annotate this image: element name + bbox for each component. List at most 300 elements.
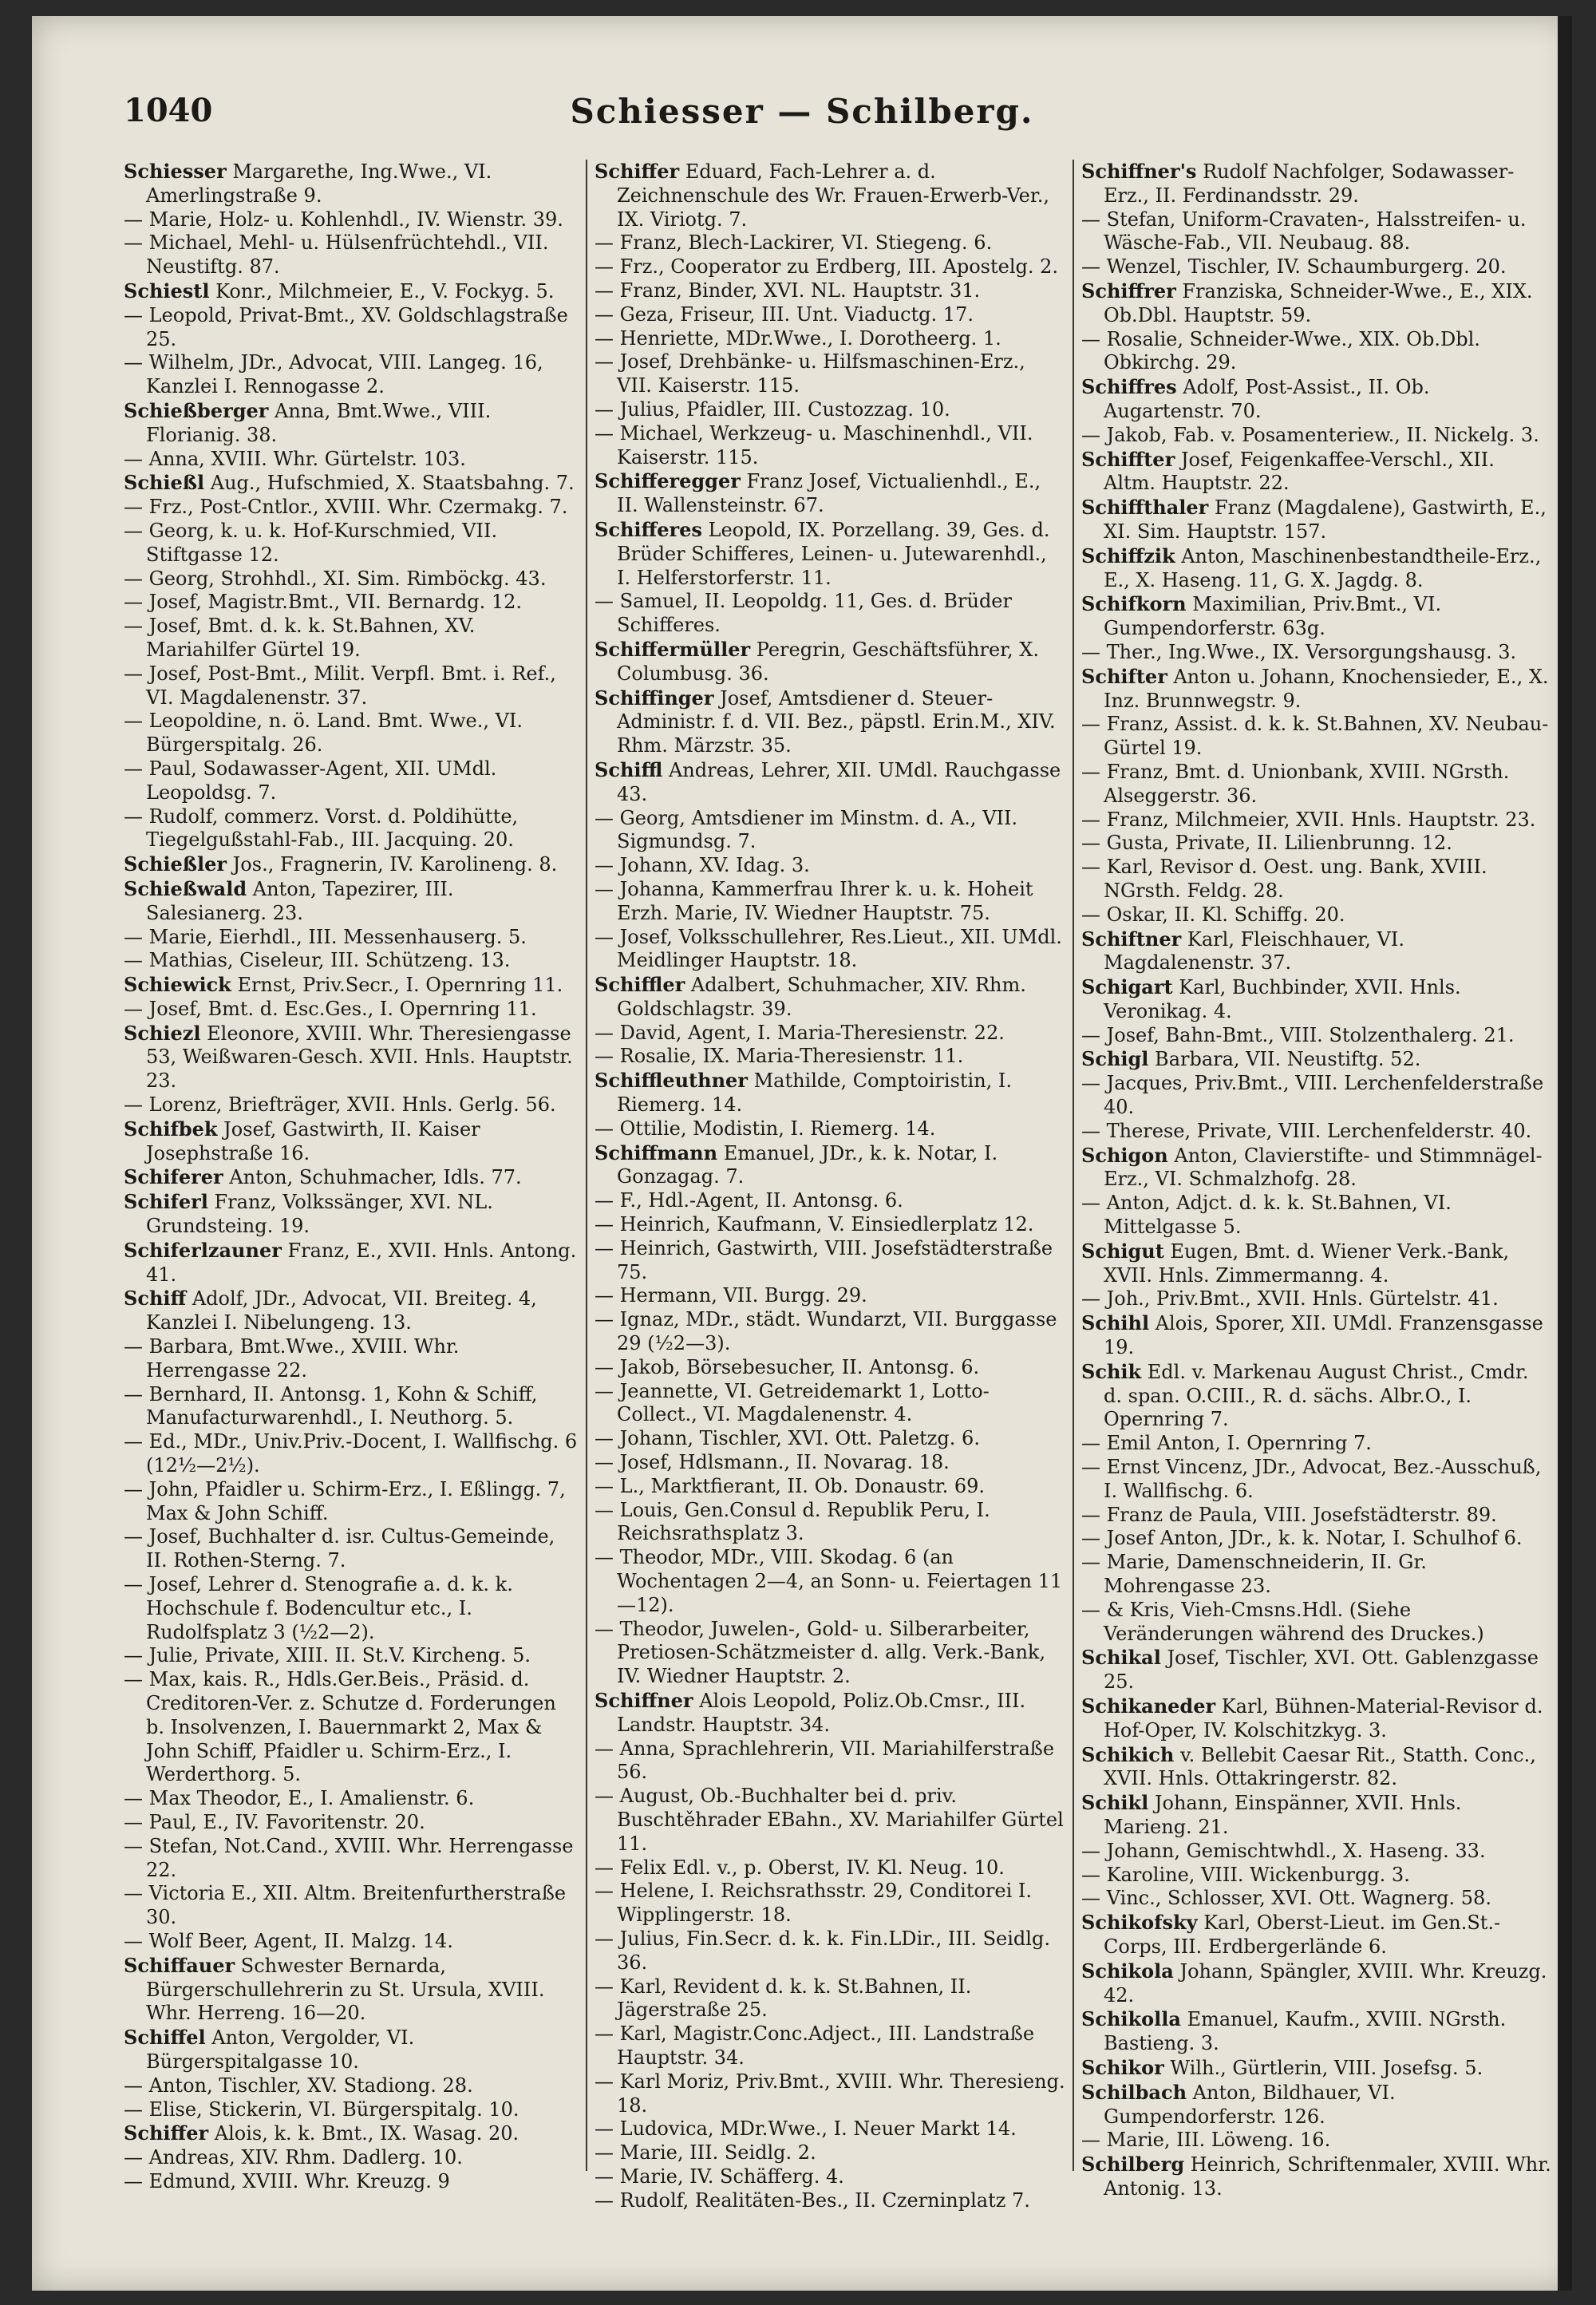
entry-surname: Schießl — [124, 471, 205, 495]
entry-text: — Anton, Adjct. d. k. k. St.Bahnen, VI. Mittelgasse 5. — [1081, 1192, 1452, 1239]
directory-entry — [1081, 1072, 1552, 1120]
directory-entry — [124, 208, 579, 232]
directory-entry — [595, 327, 1065, 351]
directory-entry — [595, 1117, 1065, 1141]
entry-surname: Schigon — [1081, 1143, 1168, 1167]
directory-entry — [595, 1475, 1065, 1499]
directory-entry — [595, 422, 1065, 470]
entry-surname: Schihl — [1081, 1311, 1150, 1335]
entry-text: — Frz., Cooperator zu Erdberg, III. Apostelg. 2. — [595, 255, 1059, 279]
directory-entry — [1081, 1551, 1552, 1599]
entry-text: Barbara, VII. Neustiftg. 52. — [1148, 1048, 1421, 1071]
directory-entry — [124, 471, 579, 496]
entry-surname: Schifferes — [595, 517, 702, 541]
directory-entry — [124, 2074, 579, 2098]
entry-text: — L., Marktfierant, II. Ob. Donaustr. 69. — [595, 1474, 985, 1497]
entry-text: — Josef, Lehrer d. Stenografie a. d. k. k. Hochschule f. Bodencultur etc., I. Rudolfsplatz 3 (½2—2). — [124, 1573, 513, 1643]
entry-text: Anton u. Johann, Knochensieder, E., X. Inz. Brunnwegstr. 9. — [1104, 665, 1549, 712]
directory-entry — [595, 1785, 1065, 1856]
directory-entry — [595, 2022, 1065, 2070]
column-2 — [595, 160, 1065, 2235]
entry-surname: Schigut — [1081, 1239, 1164, 1263]
entry-text: v. Bellebit Caesar Rit., Statth. Conc., XVII. Hnls. Ottakringerstr. 82. — [1104, 1743, 1536, 1790]
directory-entry — [124, 351, 579, 399]
entry-text: Adolf, Post-Assist., II. Ob. Augartenstr. 70. — [1104, 376, 1430, 422]
directory-entry — [595, 350, 1065, 398]
entry-text: — Heinrich, Gastwirth, VIII. Josefstädterstraße 75. — [595, 1236, 1053, 1283]
entry-text: Anton, Tapezirer, III. Salesianerg. 23. — [146, 877, 454, 924]
entry-text: Franz, E., XVII. Hnls. Antong. 41. — [146, 1239, 577, 1286]
directory-entry — [1081, 1959, 1552, 2008]
directory-entry — [1081, 1791, 1552, 1840]
directory-entry — [124, 2170, 579, 2194]
directory-entry — [595, 807, 1065, 855]
entry-text: Franziska, Schneider-Wwe., E., XIX. Ob.Dbl. Hauptstr. 59. — [1104, 279, 1533, 326]
entry-text: — Josef, Magistr.Bmt., VII. Bernardg. 12. — [124, 591, 523, 614]
directory-entry — [595, 1927, 1065, 1975]
entry-surname: Schifkorn — [1081, 592, 1187, 616]
entry-text: — Anna, Sprachlehrerin, VII. Mariahilferstraße 56. — [595, 1737, 1055, 1784]
directory-entry — [124, 1811, 579, 1835]
directory-entry — [1081, 496, 1552, 544]
entry-text: — Michael, Mehl- u. Hülsenfrüchtehdl., VII. Neustiftg. 87. — [124, 231, 549, 279]
entry-text: — Johann, XV. Idag. 3. — [595, 854, 810, 877]
entry-text: — Josef, Buchhalter d. isr. Cultus-Gemeinde, II. Rothen-Sterng. 7. — [124, 1525, 555, 1572]
entry-text: — Frz., Post-Cntlor., XVIII. Whr. Czermakg. 7. — [124, 496, 568, 519]
entry-text: — Wolf Beer, Agent, II. Malzg. 14. — [124, 1929, 453, 1952]
entry-text: — Helene, I. Reichsrathsstr. 29, Conditorei I. Wipplingerstr. 18. — [595, 1880, 1033, 1927]
entry-text: — Paul, E., IV. Favoritenstr. 20. — [124, 1810, 425, 1833]
directory-entry — [124, 926, 579, 950]
directory-entry — [595, 1308, 1065, 1356]
entry-surname: Schikolla — [1081, 2007, 1181, 2031]
entry-text: Wilh., Gürtlerin, VIII. Josefsg. 5. — [1163, 2056, 1483, 2079]
entry-text: Adalbert, Schuhmacher, XIV. Rhm. Goldschlagstr. 39. — [617, 974, 1026, 1020]
directory-entry — [124, 1190, 579, 1239]
directory-entry — [1081, 1887, 1552, 1911]
directory-entry — [595, 1856, 1065, 1880]
directory-entry — [124, 231, 579, 279]
directory-entry — [595, 1213, 1065, 1237]
directory-entry — [1081, 160, 1552, 208]
entry-text: — Franz, Bmt. d. Unionbank, XVIII. NGrsth. Alseggerstr. 36. — [1081, 760, 1510, 807]
entry-text: — Rosalie, IX. Maria-Theresienstr. 11. — [595, 1045, 964, 1068]
directory-entry — [1081, 208, 1552, 256]
entry-text: Peregrin, Geschäftsführer, X. Columbusg. 36. — [617, 638, 1039, 685]
entry-text: — Heinrich, Kaufmann, V. Einsiedlerplatz 12. — [595, 1213, 1034, 1236]
entry-text: Andreas, Lehrer, XII. UMdl. Rauchgasse 43. — [617, 758, 1061, 805]
page-edge — [1558, 16, 1572, 2291]
directory-entry — [124, 805, 579, 853]
entry-text: Karl, Fleischhauer, VI. Magdalenenstr. 37. — [1104, 927, 1404, 975]
directory-entry — [124, 877, 579, 926]
entry-surname: Schiffter — [1081, 447, 1175, 471]
entry-text: — Leopoldine, n. ö. Land. Bmt. Wwe., VI. Bürgerspitalg. 26. — [124, 710, 523, 757]
entry-text: Jos., Fragnerin, IV. Karolineng. 8. — [227, 853, 558, 876]
entry-text: — Anna, XVIII. Whr. Gürtelstr. 103. — [124, 447, 466, 470]
entry-text: — Josef, Bahn-Bmt., VIII. Stolzenthalerg. 21. — [1081, 1023, 1515, 1046]
directory-entry — [1081, 761, 1552, 809]
entry-text: Eugen, Bmt. d. Wiener Verk.-Bank, XVII. Hnls. Zimmermanng. 4. — [1104, 1239, 1510, 1287]
directory-entry — [1081, 1694, 1552, 1743]
entry-text: — Georg, Strohhdl., XI. Sim. Rimböckg. 43. — [124, 567, 547, 590]
directory-entry — [1081, 1599, 1552, 1647]
entry-text: — Stefan, Uniform-Cravaten-, Halsstreifen- u. Wäsche-Fab., VII. Neubaug. 88. — [1081, 208, 1527, 255]
directory-entry — [595, 1689, 1065, 1738]
entry-text: — Johann, Tischler, XVI. Ott. Paletzg. 6. — [595, 1427, 980, 1450]
directory-entry — [1081, 424, 1552, 448]
entry-surname: Schiferl — [124, 1190, 208, 1214]
directory-entry — [1081, 1360, 1552, 1432]
entry-text: — Emil Anton, I. Opernring 7. — [1081, 1432, 1372, 1455]
entry-text: — Marie, Damenschneiderin, II. Gr. Mohrengasse 23. — [1081, 1551, 1427, 1598]
entry-text: — Andreas, XIV. Rhm. Dadlerg. 10. — [124, 2146, 463, 2169]
directory-entry — [1081, 1840, 1552, 1864]
directory-entry — [1081, 448, 1552, 496]
entry-surname: Schiffauer — [124, 1953, 235, 1977]
directory-entry — [124, 1787, 579, 1811]
entry-text: — Leopold, Privat-Bmt., XV. Goldschlagstraße 25. — [124, 303, 568, 350]
directory-entry — [595, 1237, 1065, 1285]
entry-text: — Josef, Bmt. d. Esc.Ges., I. Opernring 11. — [124, 997, 537, 1020]
directory-entry — [595, 1499, 1065, 1547]
directory-entry — [1081, 927, 1552, 976]
entry-text: Rudolf Nachfolger, Sodawasser-Erz., II. Ferdinandsstr. 29. — [1104, 160, 1515, 207]
entry-text: — Marie, IV. Schäfferg. 4. — [595, 2165, 844, 2188]
entry-text: — Barbara, Bmt.Wwe., XVIII. Whr. Herrengasse 22. — [124, 1335, 460, 1382]
directory-entry — [1081, 1911, 1552, 1959]
directory-entry — [1081, 832, 1552, 856]
directory-entry — [1081, 1527, 1552, 1551]
entry-text: — Marie, III. Seidlg. 2. — [595, 2141, 816, 2165]
column-3 — [1081, 160, 1552, 2235]
entry-surname: Schiffer — [595, 160, 680, 183]
directory-entry — [1081, 2153, 1552, 2201]
directory-entry — [1081, 2056, 1552, 2081]
entry-text: Leopold, IX. Porzellang. 39, Ges. d. Brüder Schifferes, Leinen- u. Jutewarenhdl., I. Helferstorferstr. 11. — [617, 518, 1050, 589]
directory-entry — [595, 1546, 1065, 1617]
entry-text: — Geza, Friseur, III. Unt. Viaductg. 17. — [595, 302, 974, 326]
entry-text: — August, Ob.-Buchhalter bei d. priv. Buschtěhrader EBahn., XV. Mariahilfer Gürtel 11. — [595, 1785, 1064, 1855]
entry-text: — Karl Moriz, Priv.Bmt., XVIII. Whr. Theresieng. 18. — [595, 2070, 1065, 2117]
directory-entry — [595, 279, 1065, 303]
directory-entry — [1081, 1646, 1552, 1694]
directory-entry — [124, 1573, 579, 1644]
directory-entry — [595, 1356, 1065, 1380]
directory-entry — [1081, 809, 1552, 832]
entry-text: Anton, Bildhauer, VI. Gumpendorferstr. 126. — [1104, 2081, 1396, 2128]
directory-entry — [124, 304, 579, 352]
entry-text: — Jakob, Fab. v. Posamenteriew., II. Nickelg. 3. — [1081, 423, 1539, 446]
directory-entry — [124, 1335, 579, 1383]
directory-entry — [1081, 2081, 1552, 2129]
entry-text: — David, Agent, I. Maria-Theresienstr. 22. — [595, 1021, 1005, 1044]
entry-surname: Schilbach — [1081, 2080, 1187, 2104]
entry-text: Konr., Milchmeier, E., V. Fockyg. 5. — [209, 279, 555, 302]
entry-text: — Johann, Gemischtwhdl., X. Haseng. 33. — [1081, 1839, 1486, 1862]
directory-entry — [124, 591, 579, 615]
entry-text: — Jakob, Börsebesucher, II. Antonsg. 6. — [595, 1355, 980, 1378]
directory-entry — [595, 2189, 1065, 2213]
entry-text: — Julie, Private, XIII. II. St.V. Kircheng. 5. — [124, 1644, 531, 1667]
column-divider — [1073, 160, 1074, 2171]
entry-text: — Michael, Werkzeug- u. Maschinenhdl., VII. Kaiserstr. 115. — [595, 421, 1033, 469]
directory-page — [32, 16, 1572, 2291]
directory-entry — [124, 757, 579, 805]
entry-text: — Stefan, Not.Cand., XVIII. Whr. Herrengasse 22. — [124, 1834, 574, 1881]
directory-entry — [1081, 1311, 1552, 1360]
entry-surname: Schiffleuthner — [595, 1069, 748, 1093]
entry-text: — Max, kais. R., Hdls.Ger.Beis., Präsid. d. Creditoren-Ver. z. Schutze d. Forderungen b. Insolvenzen, I. Bauernmarkt 2, Max & John Schiff, Pfaidler u. Schirm-Erz., I. Werderthorg. 5. — [124, 1668, 556, 1786]
directory-entry — [595, 518, 1065, 590]
directory-entry — [595, 758, 1065, 807]
entry-surname: Schiffl — [595, 757, 663, 781]
directory-entry — [595, 1380, 1065, 1428]
entry-text: — Theodor, MDr., VIII. Skodag. 6 (an Wochentagen 2—4, an Sonn- u. Feiertagen 11—12). — [595, 1546, 1063, 1616]
entry-text: — Paul, Sodawasser-Agent, XII. UMdl. Leopoldsg. 7. — [124, 757, 497, 804]
directory-entry — [124, 1093, 579, 1117]
directory-entry — [1081, 2129, 1552, 2153]
entry-text: Anton, Vergolder, VI. Bürgerspitalgasse 10. — [146, 2026, 415, 2073]
entry-text: — Georg, k. u. k. Hof-Kurschmied, VII. Stiftgasse 12. — [124, 519, 498, 566]
directory-entry — [1081, 641, 1552, 665]
directory-entry — [124, 1668, 579, 1787]
entry-text: — Karl, Magistr.Conc.Adject., III. Landstraße Hauptstr. 34. — [595, 2022, 1035, 2069]
entry-text: — Karoline, VIII. Wickenburgg. 3. — [1081, 1863, 1410, 1886]
entry-surname: Schiffmann — [595, 1141, 718, 1164]
directory-entry — [595, 231, 1065, 255]
entry-text: — Ernst Vincenz, JDr., Advocat, Bez.-Ausschuß, I. Wallfischg. 6. — [1081, 1456, 1542, 1502]
entry-text: Franz, Volkssänger, XVI. NL. Grundsteing. 19. — [146, 1191, 493, 1238]
directory-entry — [124, 2026, 579, 2074]
entry-surname: Schiffthaler — [1081, 496, 1209, 520]
entry-surname: Schiferlzauner — [124, 1238, 282, 1262]
entry-text: Adolf, JDr., Advocat, VII. Breiteg. 4, Kanzlei I. Nibelungeng. 13. — [146, 1287, 537, 1334]
entry-surname: Schikola — [1081, 1959, 1174, 1983]
entry-text: — Therese, Private, VIII. Lerchenfelderstr. 40. — [1081, 1119, 1532, 1142]
entry-text: — Franz, Binder, XVI. NL. Hauptstr. 31. — [595, 279, 981, 302]
entry-text: Eduard, Fach-Lehrer a. d. Zeichnenschule des Wr. Frauen-Erwerb-Ver., IX. Viriotg. 7. — [617, 160, 1049, 231]
directory-entry — [124, 1165, 579, 1190]
entry-text: — Ignaz, MDr., städt. Wundarzt, VII. Burggasse 29 (½2—3). — [595, 1308, 1057, 1355]
entry-text: Josef, Tischler, XVI. Ott. Gablenzgasse 25. — [1104, 1647, 1539, 1694]
directory-entry — [595, 973, 1065, 1022]
entry-text: — Rosalie, Schneider-Wwe., XIX. Ob.Dbl. Obkirchg. 29. — [1081, 327, 1480, 374]
entry-surname: Schiffner — [595, 1689, 693, 1712]
directory-entry — [1081, 1287, 1552, 1311]
entry-text: Edl. v. Markenau August Christ., Cmdr. d. span. O.CIII., R. d. sächs. Albr.O., I. Opernring 7. — [1104, 1360, 1529, 1431]
directory-entry — [124, 1430, 579, 1478]
entry-text: — Franz, Blech-Lackirer, VI. Stiegeng. 6. — [595, 231, 993, 255]
entry-text: Franz Josef, Victualienhdl., E., II. Wallensteinstr. 67. — [617, 470, 1041, 517]
entry-text: — Vinc., Schlosser, XVI. Ott. Wagnerg. 58. — [1081, 1887, 1491, 1910]
entry-surname: Schießwald — [124, 876, 247, 900]
directory-entry — [595, 303, 1065, 327]
directory-entry — [124, 1930, 579, 1954]
entry-text: — Josef, Volksschullehrer, Res.Lieut., XII. UMdl. Meidlinger Hauptstr. 18. — [595, 925, 1062, 972]
directory-entry — [1081, 665, 1552, 714]
entry-surname: Schiffres — [1081, 375, 1177, 399]
entry-surname: Schiffrer — [1081, 279, 1176, 302]
entry-surname: Schiftner — [1081, 927, 1182, 951]
entry-text: Emanuel, JDr., k. k. Notar, I. Gonzagag. 7. — [617, 1141, 998, 1188]
directory-entry — [124, 1835, 579, 1883]
directory-entry — [124, 1954, 579, 2026]
entry-text: — Samuel, II. Leopoldg. 11, Ges. d. Brüder Schifferes. — [595, 590, 1012, 637]
entry-text: — Joh., Priv.Bmt., XVII. Hnls. Gürtelstr. 41. — [1081, 1287, 1499, 1311]
page-header — [32, 92, 1572, 148]
directory-entry — [124, 1383, 579, 1431]
entry-text: — Max Theodor, E., I. Amalienstr. 6. — [124, 1787, 475, 1810]
entry-surname: Schiffel — [124, 2026, 206, 2050]
entry-text: Johann, Spängler, XVIII. Whr. Kreuzg. 42. — [1104, 1959, 1547, 2006]
entry-text: — Karl, Revident d. k. k. St.Bahnen, II. Jägerstraße 25. — [595, 1975, 972, 2022]
entry-text: — Elise, Stickerin, VI. Bürgerspitalg. 10. — [124, 2097, 519, 2121]
entry-surname: Schik — [1081, 1359, 1142, 1383]
directory-entry — [1081, 1504, 1552, 1528]
directory-entry — [1081, 1456, 1552, 1504]
entry-surname: Schiffermüller — [595, 637, 751, 661]
directory-entry — [595, 1069, 1065, 1117]
directory-entry — [1081, 1432, 1552, 1456]
entry-text: — Karl, Revisor d. Oest. ung. Bank, XVIII. NGrsth. Feldg. 28. — [1081, 856, 1487, 902]
directory-entry — [124, 279, 579, 304]
directory-entry — [595, 878, 1065, 926]
entry-text: — Franz, Milchmeier, XVII. Hnls. Hauptstr. 23. — [1081, 808, 1536, 831]
entry-text: Josef, Feigenkaffee-Verschl., XII. Altm. Hauptstr. 22. — [1104, 448, 1495, 495]
entry-text: — Ther., Ing.Wwe., IX. Versorgungshausg. 3. — [1081, 640, 1517, 663]
entry-text: Alois Leopold, Poliz.Ob.Cmsr., III. Landstr. Hauptstr. 34. — [617, 1690, 1026, 1736]
entry-text: Karl, Bühnen-Material-Revisor d. Hof-Oper, IV. Kolschitzkyg. 3. — [1104, 1695, 1543, 1742]
directory-entry — [124, 2146, 579, 2170]
entry-text: Emanuel, Kaufm., XVIII. NGrsth. Bastieng. 3. — [1104, 2008, 1507, 2055]
entry-text: Karl, Oberst-Lieut. im Gen.St.-Corps, III. Erdbergerlände 6. — [1104, 1912, 1501, 1958]
directory-entry — [1081, 592, 1552, 641]
directory-entry — [595, 1880, 1065, 1927]
directory-entry — [595, 398, 1065, 422]
directory-entry — [595, 1022, 1065, 1046]
entry-text: — Josef, Bmt. d. k. k. St.Bahnen, XV. Mariahilfer Gürtel 19. — [124, 615, 476, 661]
directory-entry — [595, 854, 1065, 878]
directory-entry — [1081, 1047, 1552, 1072]
entry-surname: Schiezl — [124, 1021, 201, 1045]
directory-entry — [124, 710, 579, 757]
entry-text: Eleonore, XVIII. Whr. Theresiengasse 53, Weißwaren-Gesch. XVII. Hnls. Hauptstr. 23. — [146, 1022, 573, 1093]
directory-entry — [124, 448, 579, 472]
entry-text: — Ludovica, MDr.Wwe., I. Neuer Markt 14. — [595, 2117, 1017, 2141]
directory-entry — [1081, 544, 1552, 593]
directory-entry — [124, 1287, 579, 1335]
entry-text: Margarethe, Ing.Wwe., VI. Amerlingstraße 9. — [146, 160, 492, 207]
entry-text: Anton, Clavierstifte- und Stimmnägel-Erz., VI. Schmalzhofg. 28. — [1104, 1144, 1543, 1191]
directory-entry — [1081, 1192, 1552, 1239]
directory-entry — [1081, 713, 1552, 761]
entry-surname: Schifferegger — [595, 469, 741, 493]
entry-text: — Louis, Gen.Consul d. Republik Peru, I. Reichsrathsplatz 3. — [595, 1498, 990, 1545]
directory-entry — [1081, 1239, 1552, 1288]
directory-entry — [1081, 975, 1552, 1024]
entry-text: — Anton, Tischler, XV. Stadiong. 28. — [124, 2074, 473, 2097]
column-1 — [124, 160, 579, 2235]
entry-text: — Victoria E., XII. Altm. Breitenfurtherstraße 30. — [124, 1882, 567, 1929]
directory-entry — [1081, 1024, 1552, 1048]
entry-surname: Schikofsky — [1081, 1911, 1198, 1935]
entry-surname: Schiff — [124, 1287, 187, 1311]
entry-text: Josef, Amtsdiener d. Steuer-Administr. f. d. VII. Bez., päpstl. Erin.M., XIV. Rhm. Märzstr. 35. — [617, 686, 1056, 757]
entry-text: Josef, Gastwirth, II. Kaiser Josephstraße 16. — [146, 1117, 480, 1164]
entry-text: — Julius, Pfaidler, III. Custozzag. 10. — [595, 397, 950, 421]
directory-entry — [595, 2141, 1065, 2165]
entry-text: — Ottilie, Modistin, I. Riemerg. 14. — [595, 1117, 936, 1140]
directory-entry — [1081, 903, 1552, 927]
entry-text: Mathilde, Comptoiristin, I. Riemerg. 14. — [617, 1069, 1013, 1117]
directory-entry — [124, 2121, 579, 2146]
entry-text: — Edmund, XVIII. Whr. Kreuzg. 9 — [124, 2169, 450, 2192]
directory-entry — [595, 1045, 1065, 1069]
entry-text: Alois, k. k. Bmt., IX. Wasag. 20. — [208, 2122, 519, 2145]
directory-entry — [595, 469, 1065, 518]
directory-entry — [124, 1239, 579, 1287]
entry-text: — Jacques, Priv.Bmt., VIII. Lerchenfelderstraße 40. — [1081, 1072, 1544, 1119]
entry-surname: Schikl — [1081, 1791, 1149, 1815]
directory-entry — [124, 399, 579, 448]
entry-surname: Schießberger — [124, 398, 269, 422]
entry-text: — Josef, Drehbänke- u. Hilfsmaschinen-Erz., VII. Kaiserstr. 115. — [595, 350, 1025, 397]
entry-text: Aug., Hufschmied, X. Staatsbahng. 7. — [204, 472, 575, 495]
directory-entry — [595, 255, 1065, 279]
directory-entry — [595, 926, 1065, 974]
entry-text: — Marie, Holz- u. Kohlenhdl., IV. Wienstr. 39. — [124, 208, 563, 231]
entry-text: — Josef Anton, JDr., k. k. Notar, I. Schulhof 6. — [1081, 1527, 1523, 1550]
directory-entry — [124, 662, 579, 710]
entry-text: — Hermann, VII. Burgg. 29. — [595, 1284, 867, 1307]
entry-text: — Bernhard, II. Antonsg. 1, Kohn & Schiff, Manufacturwarenhdl., I. Neuthorg. 5. — [124, 1382, 538, 1429]
directory-entry — [124, 615, 579, 662]
directory-entry — [1081, 1144, 1552, 1192]
directory-entry — [124, 1525, 579, 1573]
directory-entry — [124, 1117, 579, 1166]
entry-surname: Schiestl — [124, 279, 210, 302]
entry-text: — Lorenz, Briefträger, XVII. Hnls. Gerlg. 56. — [124, 1093, 556, 1117]
entry-surname: Schikal — [1081, 1646, 1161, 1670]
entry-text: Karl, Buchbinder, XVII. Hnls. Veronikag. 4. — [1104, 976, 1461, 1022]
entry-text: — John, Pfaidler u. Schirm-Erz., I. Eßlingg. 7, Max & John Schiff. — [124, 1477, 566, 1524]
entry-surname: Schiffzik — [1081, 544, 1175, 567]
directory-entry — [124, 1478, 579, 1526]
page-number: 1040 — [124, 92, 213, 129]
directory-entry — [124, 2098, 579, 2122]
entry-text: — Josef, Post-Bmt., Milit. Verpfl. Bmt. i. Ref., VI. Magdalenenstr. 37. — [124, 662, 556, 709]
entry-text: — Rudolf, Realitäten-Bes., II. Czerninplatz 7. — [595, 2188, 1030, 2212]
entry-text: — Gusta, Private, II. Lilienbrunng. 12. — [1081, 832, 1452, 855]
entry-text: — Marie, III. Löweng. 16. — [1081, 2129, 1331, 2152]
entry-surname: Schiffner's — [1081, 160, 1197, 183]
directory-entry — [595, 686, 1065, 758]
entry-surname: Schiffinger — [595, 686, 714, 710]
directory-entry — [595, 638, 1065, 686]
entry-surname: Schifbek — [124, 1117, 218, 1141]
directory-entry — [1081, 1120, 1552, 1144]
directory-entry — [124, 520, 579, 567]
directory-entry — [595, 1427, 1065, 1451]
entry-text: — Rudolf, commerz. Vorst. d. Poldihütte, Tiegelgußstahl-Fab., III. Jacquing. 20. — [124, 805, 519, 852]
entry-text: — Franz de Paula, VIII. Josefstädterstr. 89. — [1081, 1503, 1497, 1526]
entry-text: — Felix Edl. v., p. Oberst, IV. Kl. Neug. 10. — [595, 1856, 1005, 1879]
directory-entry — [595, 1738, 1065, 1785]
entry-text: Anton, Schuhmacher, Idls. 77. — [223, 1166, 522, 1189]
directory-entry — [1081, 255, 1552, 279]
directory-entry — [124, 496, 579, 520]
